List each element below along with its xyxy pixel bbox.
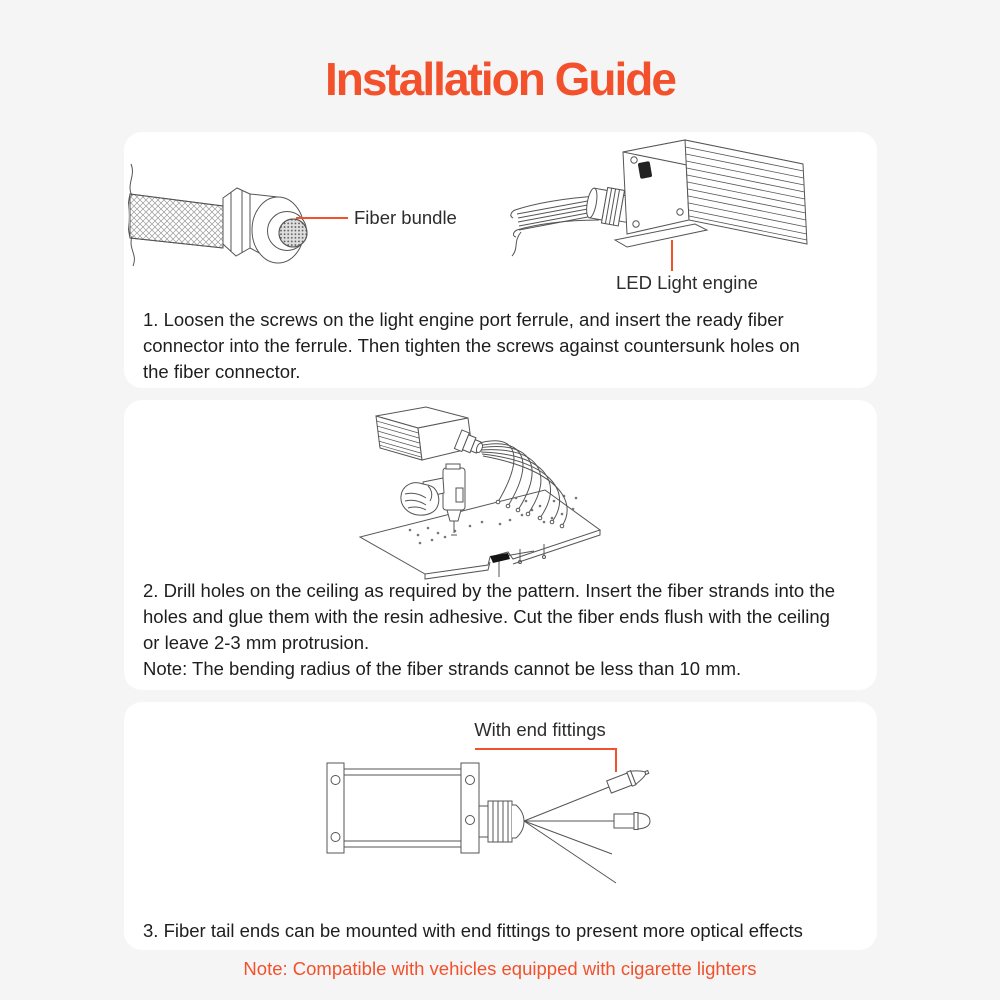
- instruction-line: 2. Drill holes on the ceiling as required by the pattern. Insert the fiber strands into the: [143, 580, 836, 601]
- bottom-note: Note: Compatible with vehicles equipped with cigarette lighters: [243, 958, 757, 979]
- led-light-engine-leader-line: [671, 240, 673, 271]
- with-end-fittings-leader-line: [475, 749, 616, 772]
- drill-and-ceiling-panel-illustration: [348, 402, 653, 580]
- instruction-line: connector into the ferrule. Then tighten the screws against countersunk holes on: [143, 335, 800, 356]
- step-3-instructions: [143, 918, 803, 944]
- fiber-bundle-connector-illustration: [128, 146, 366, 294]
- with-end-fittings-label: With end fittings: [474, 719, 606, 740]
- led-light-engine-label: LED Light engine: [616, 272, 758, 293]
- instruction-line: 1. Loosen the screws on the light engine port ferrule, and insert the ready fiber: [143, 309, 784, 330]
- instruction-line: or leave 2-3 mm protrusion.: [143, 632, 370, 653]
- instruction-line: the fiber connector.: [143, 361, 301, 382]
- instruction-line: Note: The bending radius of the fiber strands cannot be less than 10 mm.: [143, 658, 742, 679]
- page-title: Installation Guide: [325, 53, 675, 105]
- instruction-line: 3. Fiber tail ends can be mounted with end fittings to present more optical effects: [143, 920, 803, 941]
- fiber-bundle-leader-line: [296, 217, 348, 219]
- led-light-engine-illustration: [503, 136, 821, 274]
- step-1-instructions: [143, 307, 800, 385]
- fiber-bundle-label: Fiber bundle: [354, 207, 457, 228]
- step-2-instructions: [143, 578, 835, 682]
- end-fittings-illustration: [315, 714, 685, 896]
- instruction-line: holes and glue them with the resin adhesive. Cut the fiber ends flush with the ceiling: [143, 606, 830, 627]
